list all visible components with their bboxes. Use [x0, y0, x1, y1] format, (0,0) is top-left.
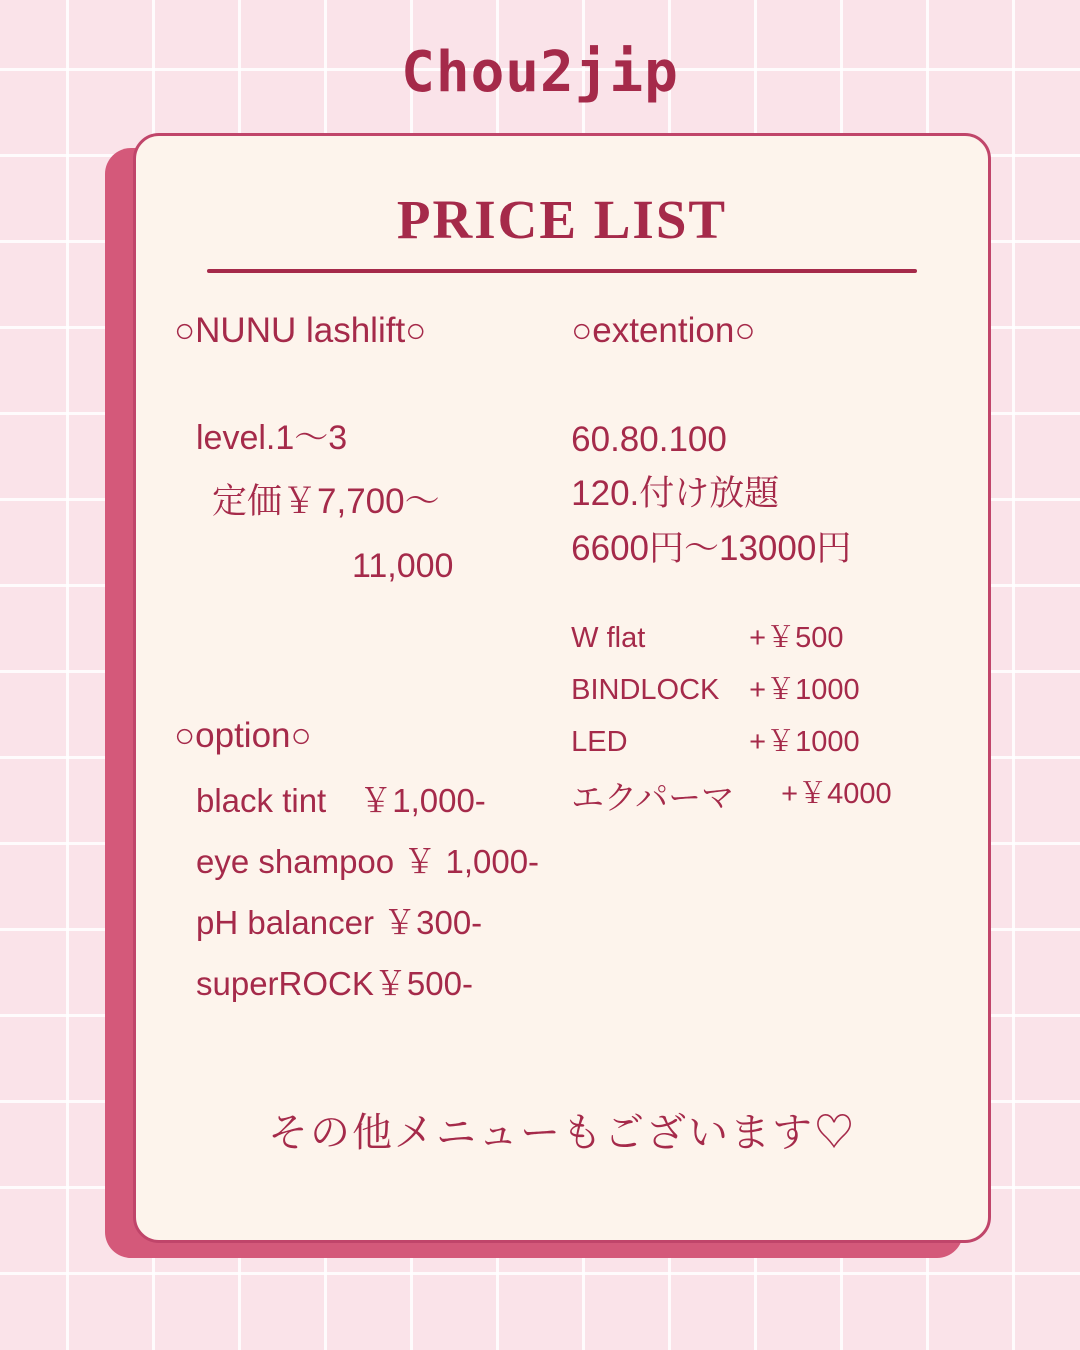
lashlift-line-price-max: 11,000: [352, 546, 454, 585]
extention-line-unlimited: 120.付け放題: [571, 474, 780, 514]
option-price-block: [174, 770, 553, 1014]
addon-name: LED: [571, 726, 628, 759]
addon-name: BINDLOCK: [571, 673, 720, 706]
section-heading-extention: ○extention○: [571, 311, 756, 350]
extention-addons: [571, 612, 988, 828]
extention-price-block: [571, 413, 988, 576]
lashlift-line-price: 定価￥7,700〜: [212, 481, 440, 521]
lashlift-line-level: level.1〜3: [196, 419, 348, 457]
section-heading-lashlift: ○NUNU lashlift○: [174, 311, 427, 350]
addon-price: +￥4000: [781, 778, 892, 811]
brand-title: Chou2jip: [401, 40, 679, 105]
addon-row: [571, 664, 988, 716]
addon-price: +￥500: [749, 621, 844, 654]
addon-row: [571, 716, 988, 768]
option-item: pH balancer ￥300-: [196, 903, 483, 941]
price-list-card: [133, 133, 991, 1243]
option-item: eye shampoo ￥ 1,000-: [196, 842, 540, 880]
addon-row: [571, 612, 988, 664]
section-heading-option: ○option○: [174, 715, 312, 755]
column-right: [553, 311, 988, 1014]
addon-row: [571, 768, 988, 827]
option-item: superROCK￥500-: [196, 964, 473, 1002]
page-title: PRICE LIST: [396, 189, 728, 250]
price-columns: [136, 311, 988, 1014]
footer-note: その他メニューもございます♡: [268, 1111, 856, 1155]
addon-price: +￥1000: [749, 726, 860, 759]
title-divider: [207, 269, 917, 273]
lashlift-price-block: [174, 407, 553, 598]
column-left: [136, 311, 553, 1014]
extention-line-lengths: 60.80.100: [571, 420, 727, 459]
addon-price: +￥1000: [749, 673, 860, 706]
option-item: black tint ￥1,000-: [196, 781, 486, 819]
addon-name: W flat: [571, 621, 646, 654]
addon-name: エクパーマ: [571, 779, 735, 817]
extention-line-price-range: 6600円〜13000円: [571, 528, 852, 568]
